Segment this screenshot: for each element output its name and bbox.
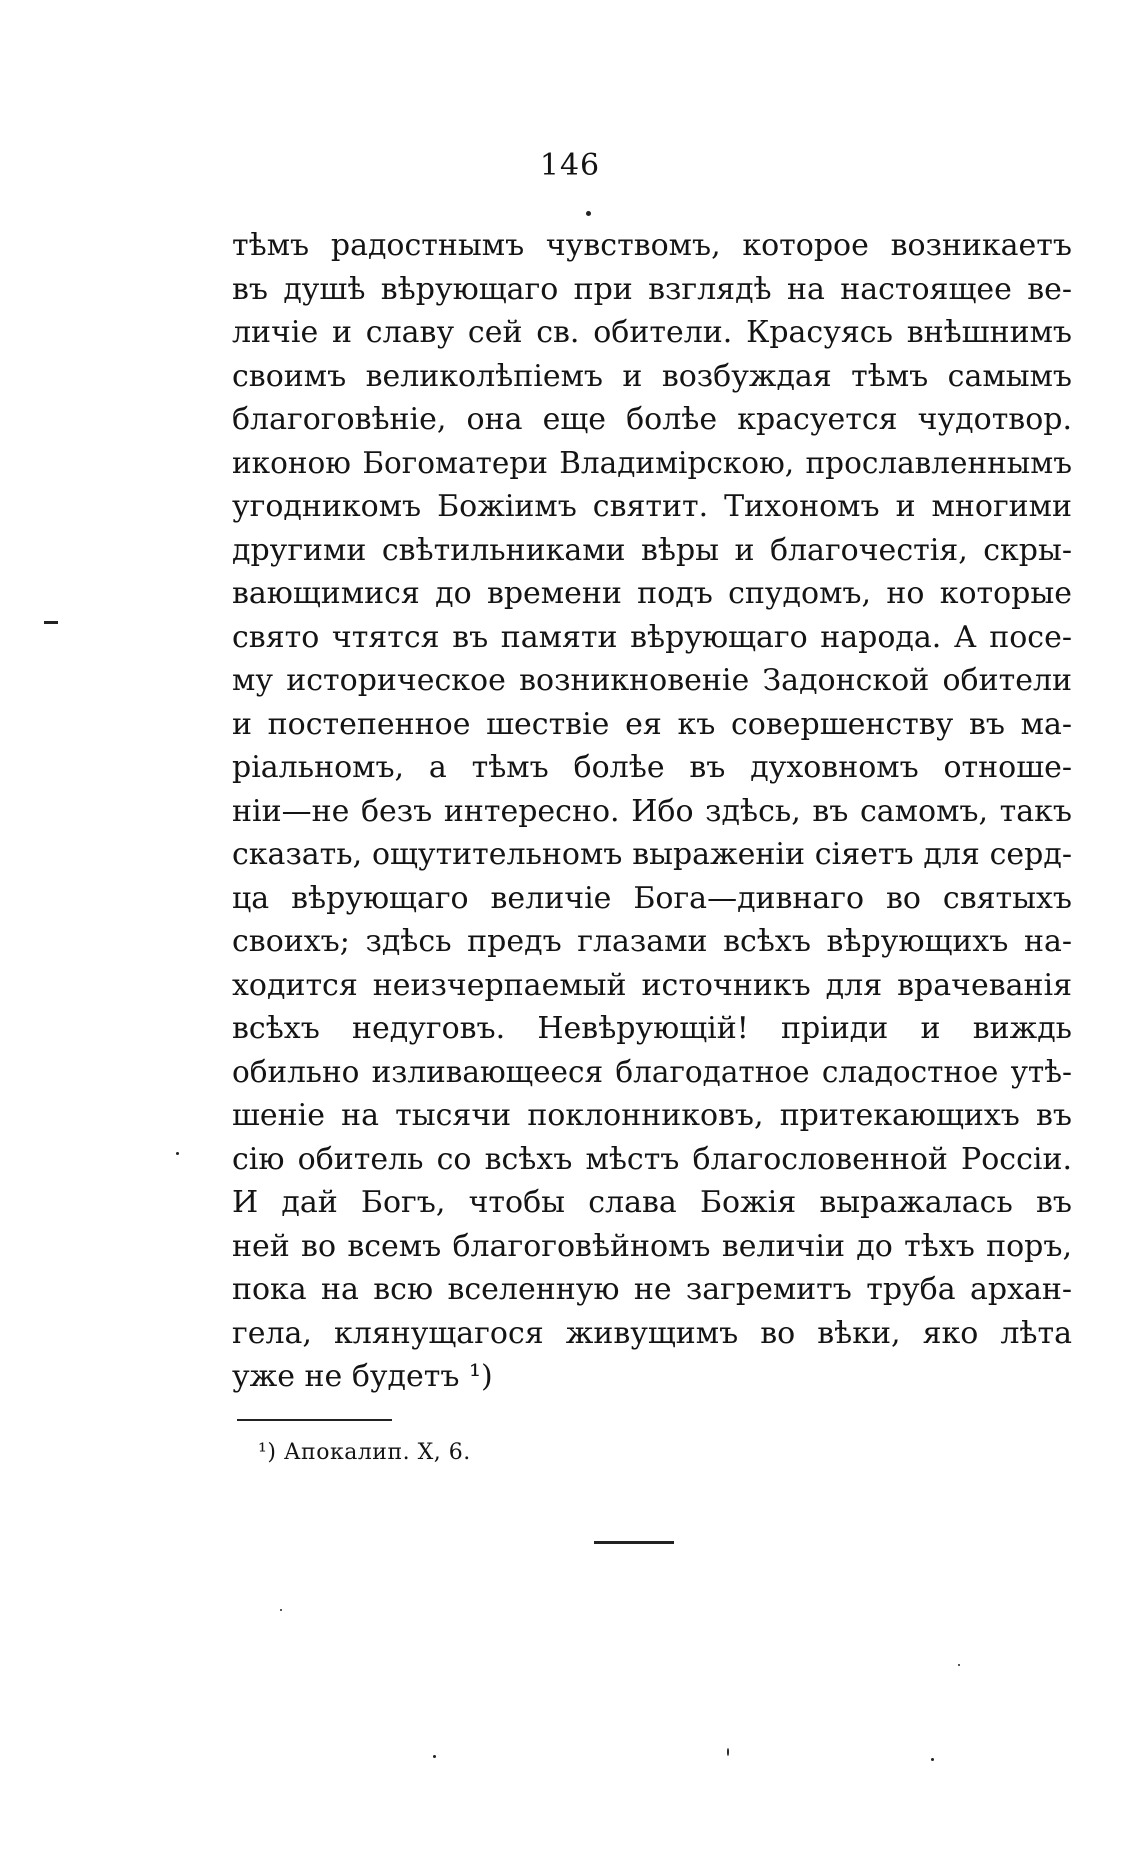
text-line: свято чтятся въ памяти вѣрующаго народа. А посе- — [232, 619, 1072, 655]
footnote-separator — [237, 1419, 392, 1421]
text-line: сію обитель со всѣхъ мѣстъ благословенной Россіи. — [232, 1141, 1072, 1177]
page-number: 146 — [539, 148, 601, 183]
margin-mark — [44, 621, 58, 624]
text-line: И дай Богъ, чтобы слава Божія выражалась въ — [232, 1185, 1072, 1220]
text-line: угодникомъ Божіимъ святит. Тихономъ и многими — [232, 489, 1072, 524]
text-line: всѣхъ недуговъ. Невѣрующій! пріиди и виждь — [232, 1011, 1072, 1046]
text-line: ніи—не безъ интересно. Ибо здѣсь, въ самомъ, такъ — [232, 793, 1072, 829]
text-line: и постепенное шествіе ея къ совершенству въ ма- — [232, 706, 1072, 742]
text-line: уже не будетъ ¹) — [232, 1359, 493, 1394]
body-text — [232, 224, 1072, 1399]
scan-speck — [931, 1758, 934, 1761]
scan-speck — [958, 1664, 960, 1666]
text-line: обильно изливающееся благодатное сладостное утѣ- — [232, 1054, 1072, 1089]
scan-speck — [586, 211, 591, 216]
text-line: тѣмъ радостнымъ чувствомъ, которое возникаетъ — [232, 228, 1072, 263]
text-line: личіе и славу сей св. обители. Красуясь внѣшнимъ — [232, 315, 1072, 350]
text-line: въ душѣ вѣрующаго при взглядѣ на настоящее ве- — [232, 271, 1072, 307]
text-line: своимъ великолѣпіемъ и возбуждая тѣмъ самымъ — [232, 358, 1072, 394]
scan-speck — [176, 1152, 179, 1155]
text-line: ріальномъ, а тѣмъ болѣе въ духовномъ отноше- — [232, 750, 1072, 785]
text-line: иконою Богоматери Владимірскою, прославленнымъ — [232, 445, 1072, 480]
text-line: ца вѣрующаго величіе Бога—дивнаго во святыхъ — [232, 880, 1072, 916]
text-line: ходится неизчерпаемый источникъ для врачеванія — [232, 967, 1072, 1003]
text-line: другими свѣтильниками вѣры и благочестія, скры- — [232, 532, 1072, 568]
scan-speck — [280, 1609, 282, 1611]
text-line: вающимися до времени подъ спудомъ, но которые — [232, 576, 1072, 611]
footnote: ¹) Апокалип. X, 6. — [258, 1440, 471, 1465]
text-line: сказать, ощутительномъ выраженіи сіяетъ для серд- — [232, 837, 1072, 872]
text-line: своихъ; здѣсь предъ глазами всѣхъ вѣрующихъ на- — [232, 924, 1072, 959]
scan-speck — [727, 1748, 729, 1756]
text-line: гела, клянущагося живущимъ во вѣки, яко лѣта — [232, 1315, 1072, 1351]
text-line: пока на всю вселенную не загремитъ труба архан- — [232, 1272, 1072, 1307]
chapter-end-rule — [594, 1541, 674, 1544]
text-line: шеніе на тысячи поклонниковъ, притекающихъ въ — [232, 1098, 1072, 1133]
text-line: благоговѣніе, она еще болѣе красуется чудотвор. — [232, 402, 1072, 437]
text-line: му историческое возникновеніе Задонской обители — [232, 663, 1072, 698]
text-line: ней во всемъ благоговѣйномъ величіи до тѣхъ поръ, — [232, 1228, 1072, 1264]
scan-speck — [433, 1755, 436, 1758]
